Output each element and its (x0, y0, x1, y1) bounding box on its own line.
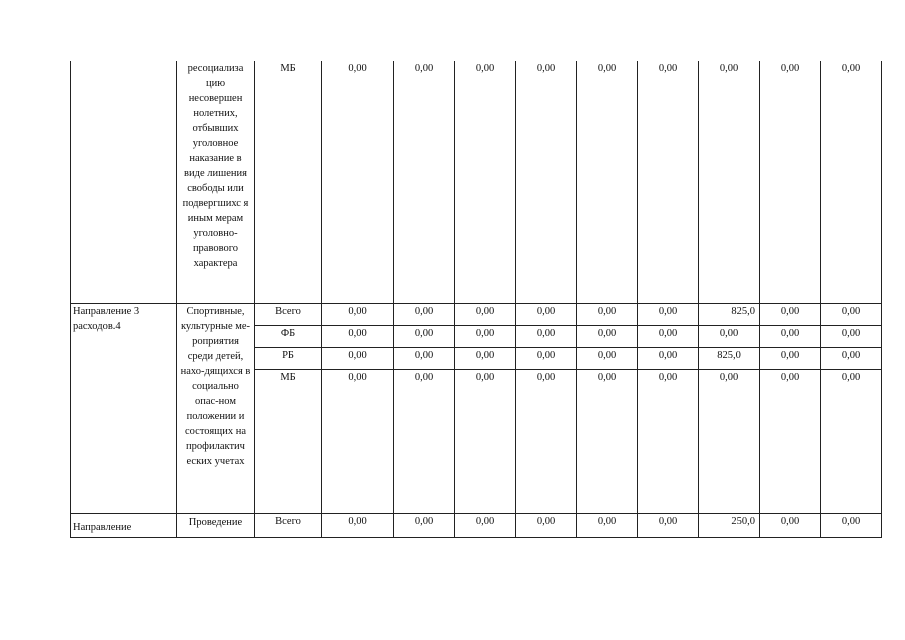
value-cell: 0,00 (455, 347, 516, 369)
value-cell: 0,00 (577, 369, 638, 513)
value-cell: 0,00 (455, 61, 516, 303)
value-cell: 0,00 (638, 513, 699, 537)
value-cell: 0,00 (760, 325, 821, 347)
value-cell: 0,00 (322, 369, 394, 513)
value-cell: 0,00 (821, 513, 882, 537)
value-cell: 0,00 (760, 369, 821, 513)
value-cell: 0,00 (394, 347, 455, 369)
value-cell: 0,00 (516, 513, 577, 537)
description-cell: Спортивные, культурные ме-роприятия среди детей, нахо-дящихся в социально опас-ном положении и состоящих на профилактич еских учетах (177, 303, 255, 513)
value-cell: 0,00 (699, 369, 760, 513)
value-cell: 0,00 (821, 303, 882, 325)
value-cell: 0,00 (577, 347, 638, 369)
value-cell: 0,00 (394, 325, 455, 347)
budget-table (70, 61, 882, 538)
value-cell: 0,00 (322, 513, 394, 537)
value-cell: 0,00 (821, 347, 882, 369)
value-cell: 825,0 (699, 303, 760, 325)
value-cell: 0,00 (516, 61, 577, 303)
value-cell: 0,00 (760, 61, 821, 303)
value-cell: 0,00 (638, 347, 699, 369)
value-cell: 0,00 (638, 369, 699, 513)
value-cell: 0,00 (394, 513, 455, 537)
source-cell: МБ (255, 369, 322, 513)
value-cell: 0,00 (577, 61, 638, 303)
direction-cell (71, 61, 177, 303)
value-cell: 0,00 (577, 325, 638, 347)
table-row (71, 61, 882, 303)
source-cell: Всего (255, 303, 322, 325)
value-cell: 0,00 (322, 303, 394, 325)
table-row (71, 303, 882, 325)
value-cell: 0,00 (577, 303, 638, 325)
value-cell: 0,00 (394, 303, 455, 325)
value-cell: 0,00 (638, 303, 699, 325)
source-cell: РБ (255, 347, 322, 369)
value-cell: 0,00 (516, 369, 577, 513)
value-cell: 0,00 (638, 61, 699, 303)
value-cell: 0,00 (516, 303, 577, 325)
value-cell: 0,00 (516, 325, 577, 347)
value-cell: 0,00 (699, 325, 760, 347)
value-cell: 0,00 (760, 347, 821, 369)
value-cell: 0,00 (516, 347, 577, 369)
value-cell: 0,00 (821, 325, 882, 347)
description-cell: Проведение (177, 513, 255, 537)
source-cell: МБ (255, 61, 322, 303)
value-cell: 0,00 (322, 325, 394, 347)
value-cell: 0,00 (455, 513, 516, 537)
value-cell: 0,00 (577, 513, 638, 537)
value-cell: 250,0 (699, 513, 760, 537)
value-cell: 0,00 (638, 325, 699, 347)
value-cell: 0,00 (760, 303, 821, 325)
value-cell: 0,00 (455, 369, 516, 513)
source-cell: ФБ (255, 325, 322, 347)
value-cell: 0,00 (394, 61, 455, 303)
value-cell: 0,00 (322, 347, 394, 369)
direction-cell: Направление (71, 513, 177, 537)
value-cell: 825,0 (699, 347, 760, 369)
direction-cell: Направление 3 расходов.4 (71, 303, 177, 513)
table-row (71, 513, 882, 537)
description-cell: ресоциализа цию несовершен нолетних, отбывших уголовное наказание в виде лишения свободы или подвергшихс я иным мерам уголовно-правового характера (177, 61, 255, 303)
value-cell: 0,00 (455, 325, 516, 347)
value-cell: 0,00 (455, 303, 516, 325)
value-cell: 0,00 (699, 61, 760, 303)
value-cell: 0,00 (322, 61, 394, 303)
source-cell: Всего (255, 513, 322, 537)
value-cell: 0,00 (394, 369, 455, 513)
value-cell: 0,00 (821, 61, 882, 303)
value-cell: 0,00 (821, 369, 882, 513)
value-cell: 0,00 (760, 513, 821, 537)
